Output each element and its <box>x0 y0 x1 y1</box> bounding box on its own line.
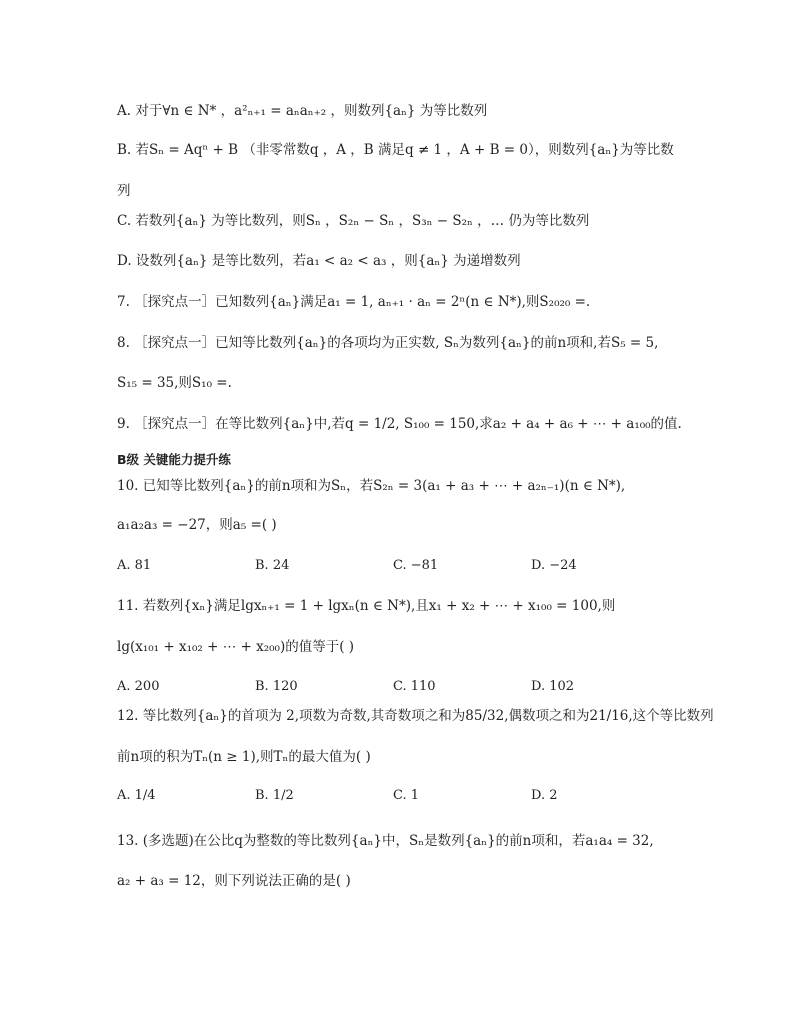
question-10-continued: a₁a₂a₃ = −27，则a₅ =( ) <box>117 517 277 533</box>
q11-option-c: C. 110 <box>393 679 436 694</box>
q12-option-c: C. 1 <box>393 788 420 803</box>
q12-option-d: D. 2 <box>531 788 558 803</box>
option-b-statement: B. 若Sₙ = Aqⁿ + B （非零常数q ，A ，B 满足q ≠ 1 ，A + B = 0），则数列{aₙ}为等比数 <box>117 142 674 158</box>
question-9: 9. ［探究点一］在等比数列{aₙ}中,若q = 1/2, S₁₀₀ = 150,求a₂ + a₄ + a₆ + ⋯ + a₁₀₀的值. <box>117 416 682 432</box>
q12-option-b: B. 1/2 <box>255 788 294 803</box>
option-d-statement: D. 设数列{aₙ} 是等比数列，若a₁ < a₂ < a₃ ，则{aₙ} 为递增数列 <box>117 253 521 269</box>
question-10: 10. 已知等比数列{aₙ}的前n项和为Sₙ，若S₂ₙ = 3(a₁ + a₃ + ⋯ + a₂ₙ₋₁)(n ∈ N*), <box>117 478 626 494</box>
question-7: 7. ［探究点一］已知数列{aₙ}满足a₁ = 1, aₙ₊₁ · aₙ = 2ⁿ(n ∈ N*),则S₂₀₂₀ =. <box>117 294 591 310</box>
question-8-continued: S₁₅ = 35,则S₁₀ =. <box>117 375 232 391</box>
question-13: 13. (多选题)在公比q为整数的等比数列{aₙ}中，Sₙ是数列{aₙ}的前n项和，若a₁a₄ = 32, <box>117 833 654 849</box>
q11-option-d: D. 102 <box>531 679 575 694</box>
q10-option-c: C. −81 <box>393 558 439 573</box>
question-12-continued: 前n项的积为Tₙ(n ≥ 1),则Tₙ的最大值为( ) <box>117 749 371 765</box>
q12-option-a: A. 1/4 <box>117 788 156 803</box>
q10-option-d: D. −24 <box>531 558 577 573</box>
section-heading: B级 关键能力提升练 <box>117 452 231 467</box>
option-c-statement: C. 若数列{aₙ} 为等比数列，则Sₙ ，S₂ₙ − Sₙ ，S₃ₙ − S₂ₙ ，… 仍为等比数列 <box>117 213 590 229</box>
option-a-statement: A. 对于∀n ∈ N* ，a²ₙ₊₁ = aₙaₙ₊₂ ，则数列{aₙ} 为等比数列 <box>117 103 488 119</box>
question-11-continued: lg(x₁₀₁ + x₁₀₂ + ⋯ + x₂₀₀)的值等于( ) <box>117 639 355 655</box>
option-b-continued: 列 <box>117 183 131 199</box>
q10-option-a: A. 81 <box>117 558 152 573</box>
question-8: 8. ［探究点一］已知等比数列{aₙ}的各项均为正实数, Sₙ为数列{aₙ}的前n项和,若S₅ = 5, <box>117 335 659 351</box>
q11-option-a: A. 200 <box>117 679 160 694</box>
q10-option-b: B. 24 <box>255 558 290 573</box>
question-12: 12. 等比数列{aₙ}的首项为 2,项数为奇数,其奇数项之和为85/32,偶数项之和为21/16,这个等比数列 <box>117 708 714 724</box>
q11-option-b: B. 120 <box>255 679 298 694</box>
question-11: 11. 若数列{xₙ}满足lgxₙ₊₁ = 1 + lgxₙ(n ∈ N*),且x₁ + x₂ + ⋯ + x₁₀₀ = 100,则 <box>117 598 616 614</box>
question-13-continued: a₂ + a₃ = 12，则下列说法正确的是( ) <box>117 873 351 889</box>
